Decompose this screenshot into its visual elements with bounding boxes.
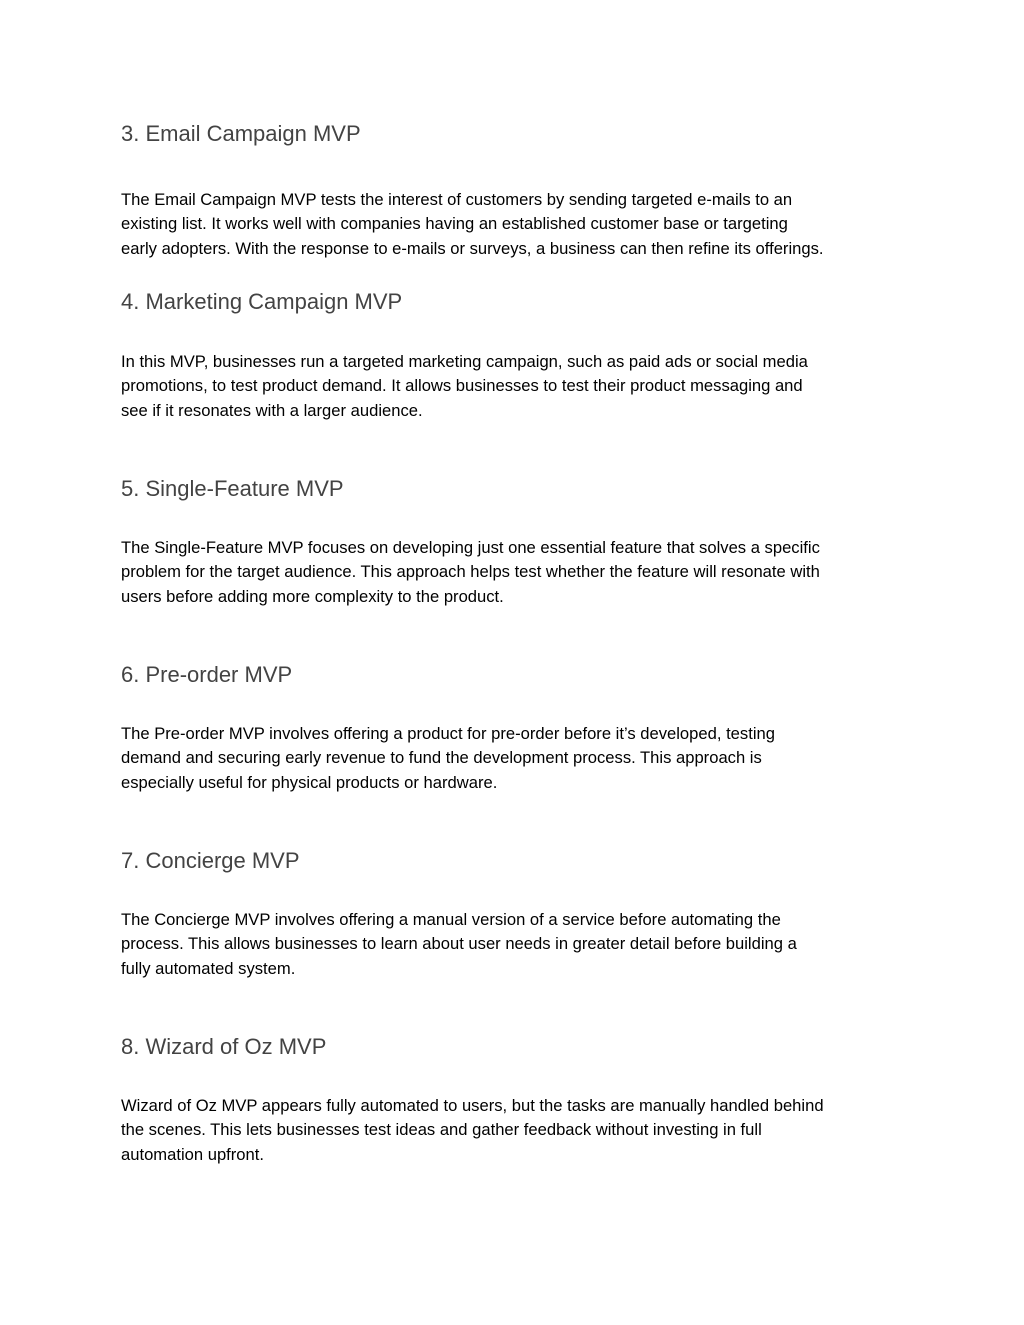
paragraph-line: The Email Campaign MVP tests the interest of customers by sending targeted e-mails to an <box>121 190 793 209</box>
section-heading-marketing-campaign: 4. Marketing Campaign MVP <box>121 289 403 314</box>
section-heading-email-campaign: 3. Email Campaign MVP <box>121 121 361 146</box>
paragraph-line: Wizard of Oz MVP appears fully automated to users, but the tasks are manually handled behind <box>121 1096 824 1115</box>
paragraph-line: existing list. It works well with companies having an established customer base or targeting <box>121 214 788 234</box>
paragraph-line: The Pre-order MVP involves offering a product for pre-order before it’s developed, testing <box>121 724 775 743</box>
paragraph-line: early adopters. With the response to e-mails or surveys, a business can then refine its offerings. <box>121 238 824 258</box>
section-paragraph-marketing-campaign <box>121 350 808 423</box>
paragraph-line: automation upfront. <box>121 1144 264 1164</box>
paragraph-line: especially useful for physical products or hardware. <box>121 772 498 792</box>
paragraph-line: see if it resonates with a larger audience. <box>121 400 423 420</box>
paragraph-line: promotions, to test product demand. It allows businesses to test their product messaging and <box>121 376 803 396</box>
paragraph-line: fully automated system. <box>121 958 296 978</box>
paragraph-line: process. This allows businesses to learn about user needs in greater detail before building a <box>121 934 797 954</box>
section-heading-concierge: 7. Concierge MVP <box>121 848 300 873</box>
section-heading-single-feature: 5. Single-Feature MVP <box>121 476 344 501</box>
section-paragraph-email-campaign <box>121 188 824 261</box>
paragraph-line: The Concierge MVP involves offering a manual version of a service before automating the <box>121 910 781 929</box>
paragraph-line: In this MVP, businesses run a targeted marketing campaign, such as paid ads or social media <box>121 352 808 371</box>
section-heading-pre-order: 6. Pre-order MVP <box>121 662 293 687</box>
section-paragraph-pre-order <box>121 722 775 795</box>
section-paragraph-single-feature <box>121 536 820 609</box>
paragraph-line: users before adding more complexity to the product. <box>121 586 504 606</box>
paragraph-line: the scenes. This lets businesses test ideas and gather feedback without investing in full <box>121 1120 762 1140</box>
paragraph-line: problem for the target audience. This approach helps test whether the feature will resonate with <box>121 562 820 582</box>
section-heading-wizard-of-oz: 8. Wizard of Oz MVP <box>121 1034 327 1059</box>
section-paragraph-concierge <box>121 908 797 981</box>
paragraph-line: The Single-Feature MVP focuses on developing just one essential feature that solves a specific <box>121 538 820 557</box>
paragraph-line: demand and securing early revenue to fund the development process. This approach is <box>121 748 762 768</box>
section-paragraph-wizard-of-oz <box>121 1094 824 1167</box>
